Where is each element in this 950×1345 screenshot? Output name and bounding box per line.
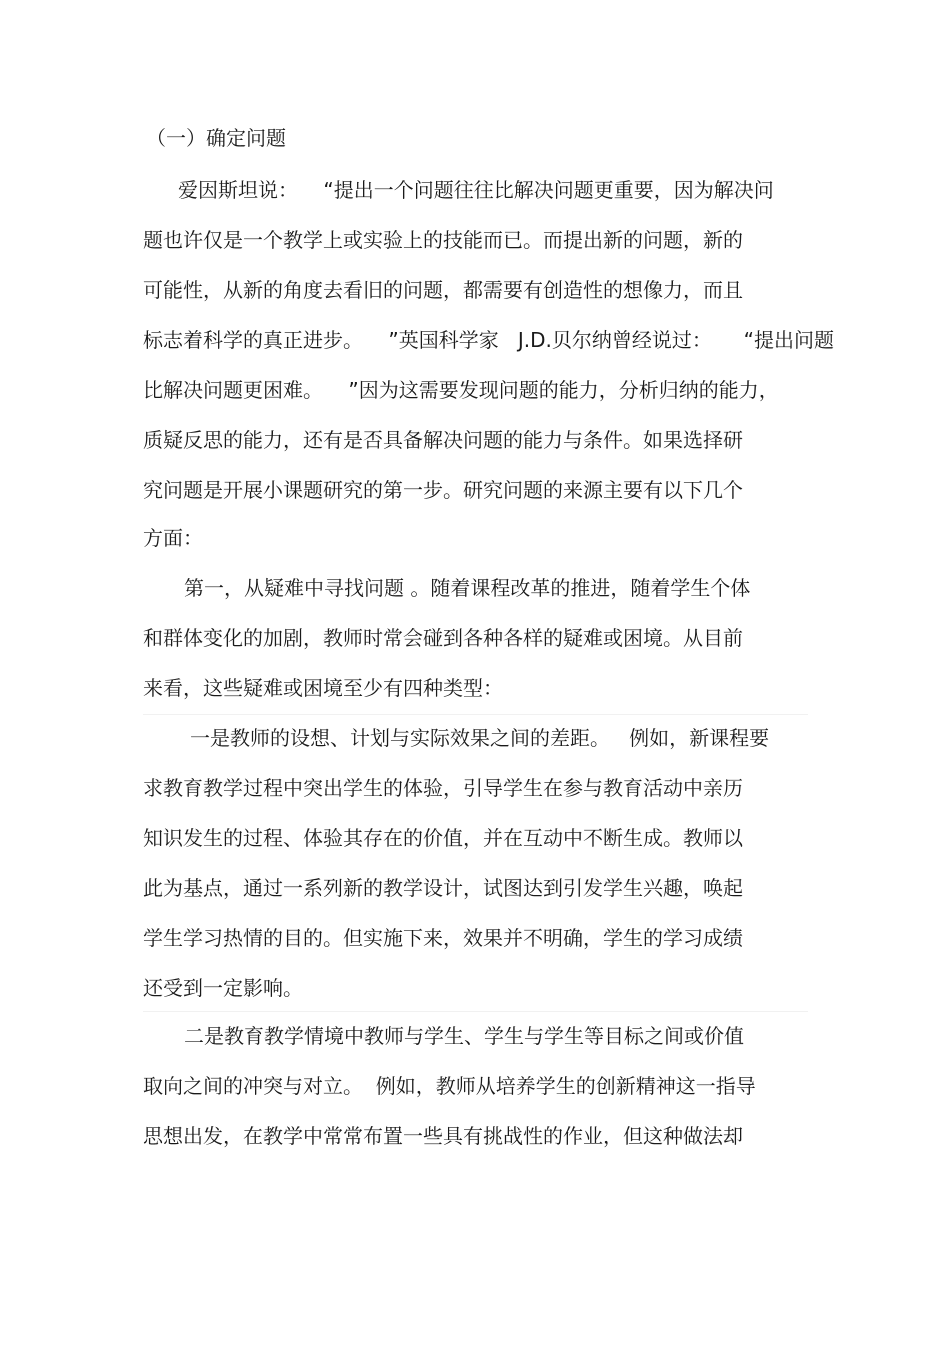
paragraph-line: 标志着科学的真正进步。 ”英国科学家 J.D.贝尔纳曾经说过： “提出问题	[143, 328, 835, 352]
paragraph-line: 还受到一定影响。	[143, 976, 303, 1000]
paragraph-line: 学生学习热情的目的。但实施下来，效果并不明确，学生的学习成绩	[143, 926, 743, 950]
section-divider	[143, 714, 808, 715]
paragraph-line: 一是教师的设想、计划与实际效果之间的差距。 例如，新课程要	[190, 726, 770, 750]
paragraph-line: 来看，这些疑难或困境至少有四种类型：	[143, 676, 503, 700]
paragraph-line: 比解决问题更困难。 ”因为这需要发现问题的能力，分析归纳的能力，	[143, 378, 779, 402]
paragraph-line: 题也许仅是一个教学上或实验上的技能而已。而提出新的问题，新的	[143, 228, 743, 252]
paragraph-line: 求教育教学过程中突出学生的体验，引导学生在参与教育活动中亲历	[143, 776, 743, 800]
paragraph-line: 方面：	[143, 526, 203, 550]
paragraph-line: 知识发生的过程、体验其存在的价值，并在互动中不断生成。教师以	[143, 826, 743, 850]
paragraph-line: 取向之间的冲突与对立。 例如，教师从培养学生的创新精神这一指导	[143, 1074, 756, 1098]
paragraph-line: 究问题是开展小课题研究的第一步。研究问题的来源主要有以下几个	[143, 478, 743, 502]
paragraph-line: 爱因斯坦说： “提出一个问题往往比解决问题更重要，因为解决问	[178, 178, 774, 202]
paragraph-line: 二是教育教学情境中教师与学生、学生与学生等目标之间或价值	[184, 1024, 744, 1048]
section-heading: （一）确定问题	[146, 126, 286, 150]
paragraph-line: 第一，从疑难中寻找问题 。随着课程改革的推进，随着学生个体	[184, 576, 751, 600]
paragraph-line: 质疑反思的能力，还有是否具备解决问题的能力与条件。如果选择研	[143, 428, 743, 452]
paragraph-line: 和群体变化的加剧，教师时常会碰到各种各样的疑难或困境。从目前	[143, 626, 743, 650]
paragraph-line: 此为基点，通过一系列新的教学设计，试图达到引发学生兴趣，唤起	[143, 876, 743, 900]
paragraph-line: 可能性，从新的角度去看旧的问题，都需要有创造性的想像力，而且	[143, 278, 743, 302]
section-divider	[143, 1011, 808, 1012]
paragraph-line: 思想出发，在教学中常常布置一些具有挑战性的作业，但这种做法却	[143, 1124, 743, 1148]
